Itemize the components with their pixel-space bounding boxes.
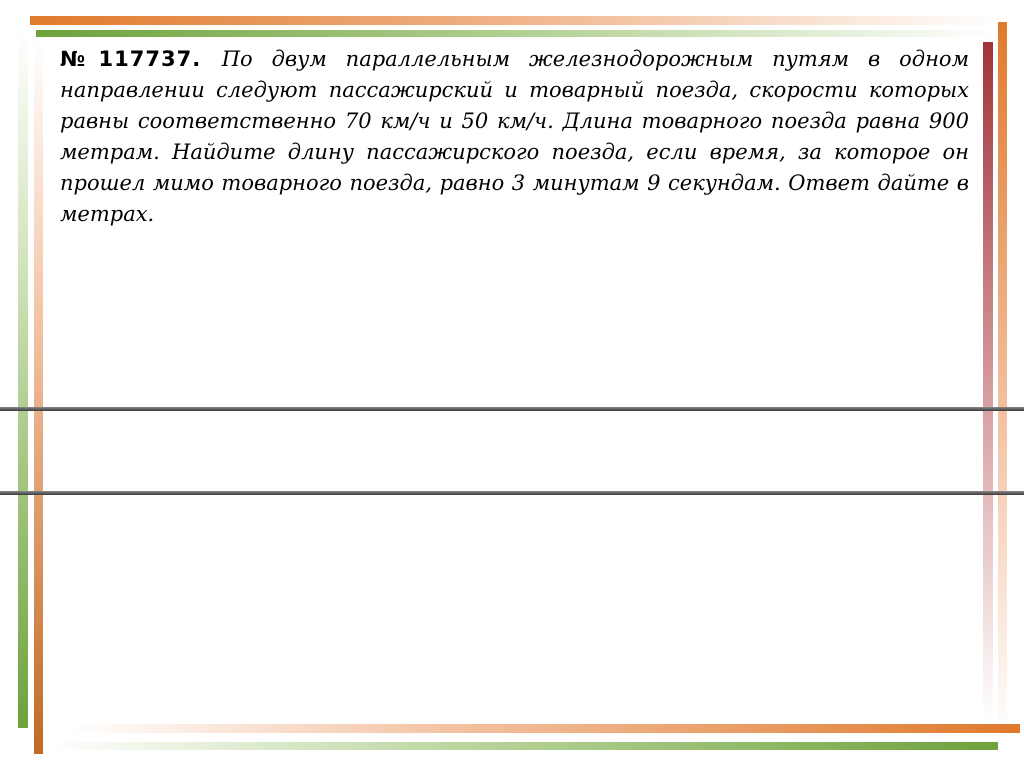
- top-orange-decor-bar: [30, 16, 1000, 25]
- problem-number: №117737.: [60, 47, 222, 71]
- right-red-decor-bar: [983, 42, 993, 722]
- problem-statement: [60, 44, 969, 230]
- right-orange-decor-bar: [998, 22, 1007, 738]
- top-green-decor-bar: [36, 30, 996, 37]
- problem-text: По двум параллельным железнодорожным путям в одном направлении следуют пассажирский и товарный поезда, скорости которых равны соответственно 70 км/ч и 50 км/ч. Длина товарного поезда равна 900 метрам. Найдите длину пассажирского поезда, если время, за которое он прошел мимо товарного поезда, равно 3 минутам 9 секундам. Ответ дайте в метрах.: [60, 47, 969, 226]
- divider-line: [0, 491, 1024, 495]
- bottom-green-decor-bar: [50, 742, 998, 750]
- bottom-orange-decor-bar: [70, 724, 1020, 733]
- divider-line: [0, 407, 1024, 411]
- left-green-decor-bar: [18, 30, 28, 728]
- left-orange-decor-bar: [34, 40, 43, 754]
